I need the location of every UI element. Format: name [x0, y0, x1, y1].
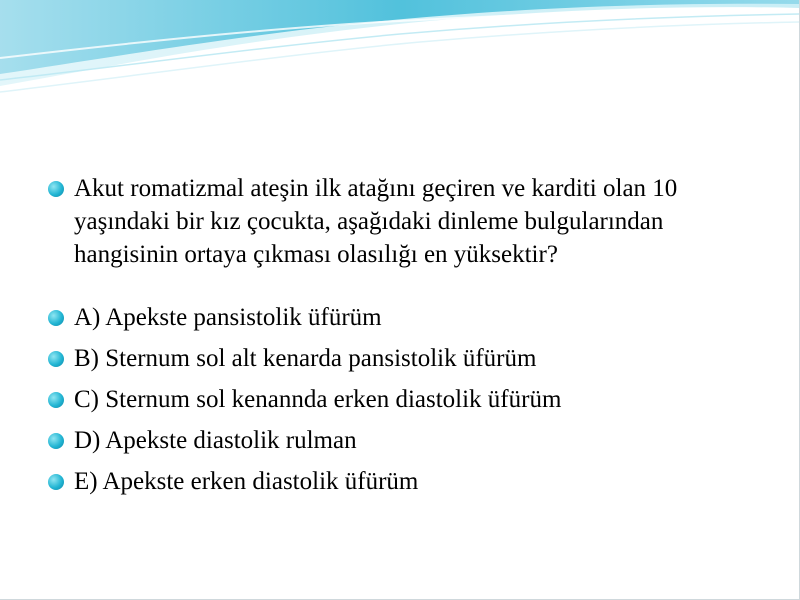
bullet-icon — [48, 351, 64, 367]
bullet-icon — [48, 433, 64, 449]
bullet-icon — [48, 181, 64, 197]
option-d-text: D) Apekste diastolik rulman — [74, 427, 357, 454]
bullet-icon — [48, 474, 64, 490]
option-c-text: C) Sternum sol kenannda erken diastolik üfürüm — [74, 386, 562, 413]
option-c — [48, 383, 768, 416]
option-a — [48, 301, 768, 334]
option-b-text: B) Sternum sol alt kenarda pansistolik üfürüm — [74, 345, 537, 372]
option-e-text: E) Apekste erken diastolik üfürüm — [74, 468, 419, 495]
option-d — [48, 424, 768, 457]
option-b — [48, 342, 768, 375]
question-item — [48, 172, 768, 271]
bullet-icon — [48, 310, 64, 326]
question-text: Akut romatizmal ateşin ilk atağını geçiren ve karditi olan 10 yaşındaki bir kız çocukta, aşağıdaki dinleme bulgularından hangisinin ortaya çıkması olasılığı en yüksektir? — [74, 175, 678, 268]
header-wave-decoration — [0, 0, 800, 110]
option-a-text: A) Apekste pansistolik üfürüm — [74, 304, 382, 331]
bullet-icon — [48, 392, 64, 408]
slide-content — [48, 172, 768, 506]
option-e — [48, 465, 768, 498]
